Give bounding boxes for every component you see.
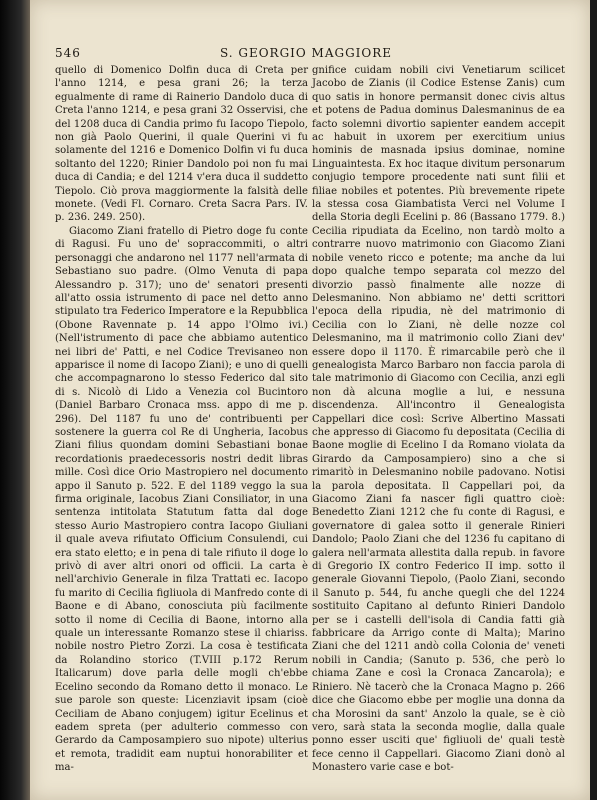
book-gutter-shadow xyxy=(0,0,30,800)
right-column xyxy=(312,64,565,775)
running-head: S. GEORGIO MAGGIORE xyxy=(219,46,393,60)
page-header xyxy=(55,46,557,62)
left-column xyxy=(55,64,308,775)
page-number: 546 xyxy=(55,46,81,60)
paragraph: quello di Domenico Dolfin duca di Creta per l'anno 1214, e pesa grani 26; la terza egualmente di rame di Rainerio Dandolo duca di Creta l'anno 1214, e pesa grani 32 Osservisi, che del 1208 duca di Candia primo fu Iacopo Tiepolo, non già Paolo Querini, il quale Querini vi fu solamente del 1216 e Domenico Dolfin vi fu duca soltanto del 1220; Rinier Dandolo poi non fu mai duca di Candia; e del 1214 v'era duca il suddetto Tiepolo. Ciò prova maggiormente la falsità delle monete. (Vedi Fl. Cornaro. Creta Sacra Pars. IV. p. 236. 249. 250). xyxy=(55,65,308,224)
paragraph: Giacomo Ziani fratello di Pietro doge fu conte di Ragusi. Fu uno de' sopraccommiti, o altri personaggi che andarono nel 1177 nell'armata di Sebastiano suo padre. (Olmo Venuta di papa Alessandro p. 317); uno de' senatori presenti all'atto ossia istrumento di pace nel detto anno stipulato tra Federico Imperatore e la Repubblica (Obone Ravennate p. 14 appo l'Olmo ivi.) (Nell'istrumento di pace che abbiamo autentico nei libri de' Patti, e nel Codice Trevisaneo non apparisce il nome di Iacopo Ziani); e uno di quelli che accompagnarono lo stesso Federico dal sito di s. Nicolò di Lido a Venezia col Bucintoro (Daniel Barbaro Cronaca mss. appo di me p. 296). Del 1187 fu uno de' contribuenti per sostenere la guerra col Re di Ungheria, Iacobus Ziani filius quondam domini Sebastiani bonae recordationis praedecessoris nostri dedit libras mille. Così dice Orio Mastropiero nel documento appo il Sanuto p. 522. E del 1189 veggo la sua firma originale, Iacobus Ziani Consiliator, in una sentenza intitolata Statutum fatta dal doge stesso Aurio Mastropiero contra Iacopo Giuliani il quale aveva rifiutato Officium Consulendi, cui era stato eletto; e in pena di tale rifiuto il doge lo privò di aver altri onori od officii. La carta è nell'archivio Generale in filza Trattati ec. Iacopo fu marito di Cecilia figliuola di Manfredo conte di Baone e di Abano, conosciuta più facilmente sotto il nome di Cecilia di Baone, intorno alla quale un interessante Romanzo stese il chiariss. nobile nostro Pietro Zorzi. La cosa è testificata da Rolandino storico (T.VIII p.172 Rerum Italicarum) dove parla delle mogli ch'ebbe Ecelino secondo da Romano detto il monaco. Le sue parole son queste: Licenziavit ipsam (cioè Ceciliam de Abano conjugem) igitur Ecelinus et eadem spreta (per adulterio commesso con Gerardo da Camposampiero suo nipote) ulterius et remota, tradidit eam nuptui honorabiliter et ma- xyxy=(55,225,308,774)
paragraph: gnifice cuidam nobili civi Venetiarum scilicet Jacobo de Zianis (il Codice Estense Zanis) cum quo satis in honore permansit donec civis altus et potens de Padua dominus Dalesmaninus de ea facto solemni divortio sapienter eandem accepit ac habuit in uxorem per exercitium unius hominis de masnada ipsius dominae, nomine Linguaintesta. Ex hoc itaque divitum personarum conjugio tempore procedente nati sunt filii et filiae nobiles et potentes. Più brevemente ripete la stessa cosa Giambatista Verci nel Volume I della Storia degli Ecelini p. 86 (Bassano 1779. 8.) Cecilia ripudiata da Ecelino, non tardò molto a contrarre nuovo matrimonio con Giacomo Ziani nobile veneto ricco e potente; ma anche da lui dopo qualche tempo separata col mezzo del divorzio passò finalmente alle nozze di Delesmanino. Non abbiamo ne' detti scrittori l'epoca della ripudia, nè del matrimonio di Cecilia con lo Ziani, nè delle nozze col Delesmanino, ma il matrimonio collo Ziani dev' essere dopo il 1170. È rimarcabile però che il genealogista Marco Barbaro non faccia parola di tale matrimonio di Giacomo con Cecilia, anzi egli non dà alcuna moglie a lui, e nessuna discendenza. All'incontro il Genealogista Cappellari dice così: Scrive Albertino Massati che appresso di Giacomo fu depositata (Cecilia di Baone moglie di Ecelino I da Romano violata da Girardo da Camposampiero) sino a che si rimaritò in Delesmanino nobile padovano. Notisi la parola depositata. Il Cappellari poi, da Giacomo Ziani fa nascer figli quattro cioè: Benedetto Ziani 1212 che fu conte di Ragusi, e governatore di galea sotto il generale Rinieri Dandolo; Paolo Ziani che del 1236 fu capitano di galera nell'armata allestita dalla repub. in favore di Gregorio IX contro Federico II imp. sotto il generale Giovanni Tiepolo, (Paolo Ziani, secondo il Sanuto p. 544, fu anche quegli che del 1224 sostituito Capitano al defunto Rinieri Dandolo per se i castelli dell'isola di Candia fatti già fabbricare da Arrigo conte di Malta); Marino Ziani che del 1211 andò colla Colonia de' veneti nobili in Candia; (Sanuto p. 536, che però lo chiama Zane e così la Cronaca Zancarola); e Riniero. Nè tacerò che la Cronaca Magno p. 266 dice che Giacomo ebbe per moglie una donna da cha Morosini da sant' Anzolo la quale, se è ciò vero, sarà stata la seconda moglie, dalla quale ponno esser usciti que' figliuoli de' quali testè fece cenno il Cappellari. Giacomo Ziani donò al Monastero varie case e bot- xyxy=(312,65,565,774)
